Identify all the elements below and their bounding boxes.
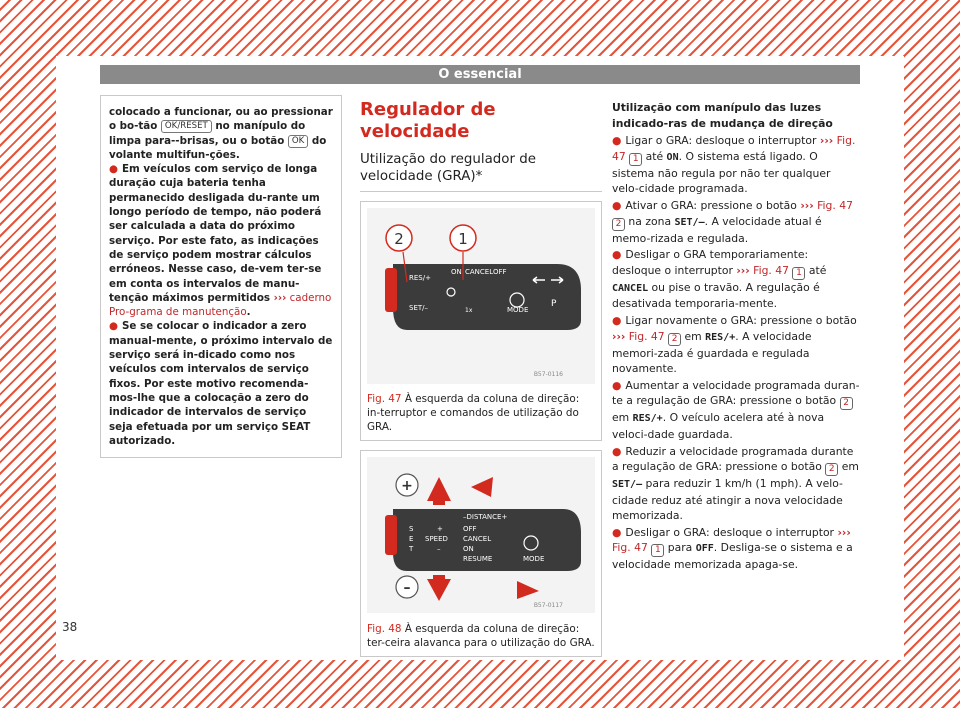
step-7: ● Desligar o GRA: desloque o interruptor ››› Fig. 47 1 para OFF. Desliga-se o sistema e a velocidade memorizada apaga-se. [612, 525, 853, 572]
lever-button-highlight [385, 268, 397, 312]
fig47-link[interactable]: Fig. 47 [813, 198, 853, 212]
step-4: ● Ligar novamente o GRA: pressione o botão ››› Fig. 47 2 em RES/+. A velocidade memori-zada é guardada e regulada novamente. [612, 313, 857, 376]
res-label: RES/+ [409, 274, 431, 282]
section-title: Regulador de velocidade [360, 99, 496, 142]
figure-48 [360, 450, 602, 656]
svg-text:2: 2 [394, 230, 404, 248]
right-column [612, 100, 860, 574]
svg-text:S: S [409, 525, 414, 534]
step-6: ● Reduzir a velocidade programada durante a regulação de GRA: pressione o botão 2 em SET/– para reduzir 1 km/h (1 mph). A velo-cidade reduz até atingir a nova velocidade memorizada. [612, 444, 859, 523]
fig48-illustration [367, 457, 595, 613]
svg-text:OFF: OFF [463, 525, 477, 534]
step-5: ● Aumentar a velocidade programada duran-te a regulação de GRA: pressione o botão 2 em RES/+. O veículo acelera até à nova veloci-dade guardada. [612, 378, 860, 441]
off-label: OFF [493, 268, 507, 276]
fig48-caption: Fig. 48 À esquerda da coluna de direção: ter-ceira alavanca para o utilização do GRA. [367, 622, 595, 649]
svg-text:–: – [403, 580, 411, 597]
step-2: ● Ativar o GRA: pressione o botão ››› Fig. 47 2 na zona SET/–. A velocidade atual é memo-rizada e regulada. [612, 198, 853, 245]
ok-reset-key: OK/RESET [161, 120, 212, 133]
svg-text:E: E [409, 535, 414, 544]
svg-text:–DISTANCE+: –DISTANCE+ [463, 513, 508, 522]
right-lead: Utilização com manípulo das luzes indicado-ras de mudança de direção [612, 101, 833, 130]
svg-text:T: T [409, 545, 414, 554]
section-subtitle: Utilização do regulador de velocidade (GRA)* [360, 151, 602, 192]
note-bullet-3: ● Se se colocar o indicador a zero manual-mente, o próximo intervalo de serviço será in-dicado como nos veículos com intervalos de serviço fixos. Por este motivo recomenda-mos-lhe que a colocação a zero do indicador de intervalos de serviço seja efetuada por um serviço SEAT autorizado. [109, 320, 333, 447]
left-column [100, 95, 342, 458]
mode-label: MODE [507, 306, 529, 314]
svg-text:1: 1 [458, 230, 468, 248]
page-header: O essencial [100, 65, 860, 84]
fig47-link[interactable]: Fig. 47 [625, 329, 665, 343]
svg-text:SPEED: SPEED [425, 535, 448, 544]
bullet-icon: ● [109, 163, 118, 176]
fig47-illustration [367, 208, 595, 384]
set-label: SET/– [409, 304, 429, 312]
middle-column [360, 95, 602, 657]
fig47-link[interactable]: Fig. 47 [612, 541, 648, 555]
bullet-icon: ● [109, 320, 118, 333]
fig47-link[interactable]: Fig. 47 [612, 134, 856, 163]
figure-47 [360, 201, 602, 441]
svg-text:+: + [401, 478, 413, 495]
note-paragraph-1: colocado a funcionar, ou ao pressionar o bo-tão OK/RESET no manípulo do limpa para--brisas, ou o botão OK do volante multifun-ções. [109, 106, 333, 161]
svg-text:–: – [437, 545, 441, 554]
svg-text:RESUME: RESUME [463, 555, 493, 564]
note-bullet-2: ● Em veículos com serviço de longa duração cuja bateria tenha permanecido desligada du-rante um longo período de tempo, não poderá ser calculada a data do próximo serviço. Por este fato, as indicações de serviço podem mostrar cálculos erróneos. Nesse caso, de-vem ter-se em conta os intervalos de manu-tenção máximos permitidos ››› caderno Pro-grama de manutenção. [109, 163, 332, 319]
svg-text:B57-0117: B57-0117 [533, 602, 563, 610]
maintenance-link[interactable]: caderno Pro-grama de manutenção [109, 291, 332, 319]
svg-text:+: + [437, 525, 443, 534]
fig47-caption: Fig. 47 À esquerda da coluna de direção: in-terruptor e comandos de utilização do GRA. [367, 393, 580, 434]
svg-text:MODE: MODE [523, 555, 545, 564]
step-3: ● Desligar o GRA temporariamente: desloque o interruptor ››› Fig. 47 1 até CANCEL ou pise o travão. A regulação é desativada temporaria-mente. [612, 248, 827, 311]
svg-text:B57-0116: B57-0116 [533, 371, 563, 378]
on-label: ON [451, 268, 462, 276]
parking-icon: P [551, 299, 557, 309]
ok-key: OK [288, 135, 308, 148]
page-number: 38 [62, 620, 78, 634]
fig47-link[interactable]: Fig. 47 [749, 263, 790, 277]
step-1: ● Ligar o GRA: desloque o interruptor ››› Fig. 47 1 até ON. O sistema está ligado. O sistema não regula por não ter qualquer velo-cidade programada. [612, 134, 856, 196]
svg-text:CANCEL: CANCEL [463, 535, 492, 544]
svg-text:1x: 1x [465, 307, 473, 314]
svg-text:ON: ON [463, 545, 474, 554]
note-box [100, 95, 342, 458]
cancel-label: CANCEL [465, 268, 494, 276]
